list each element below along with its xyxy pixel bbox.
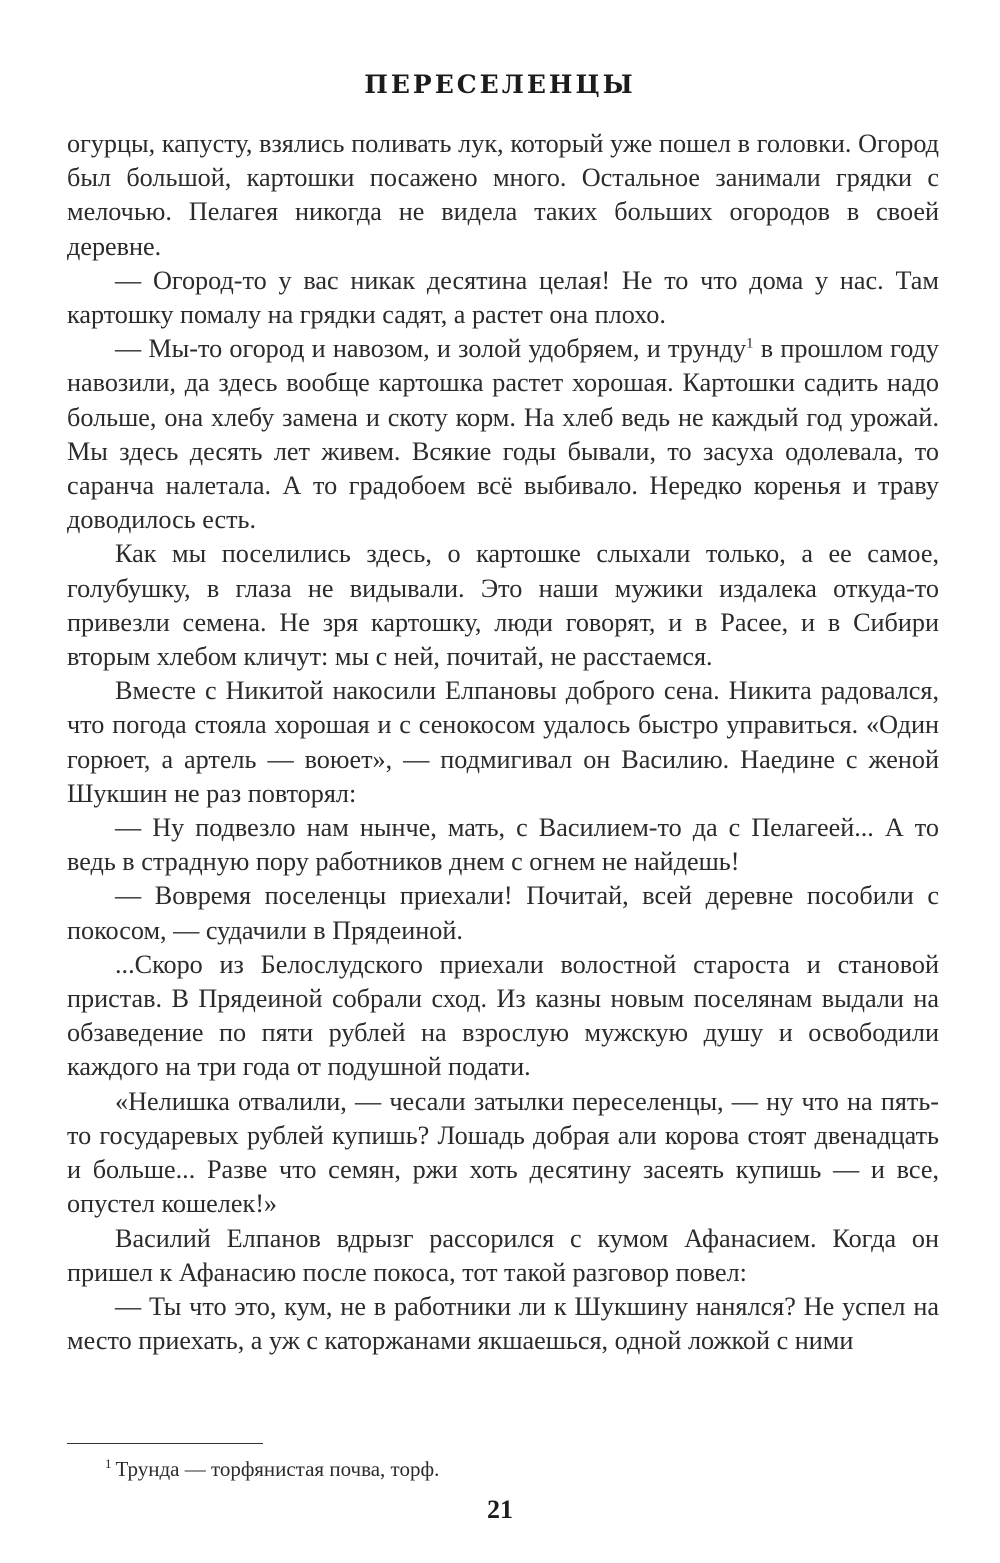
paragraph: — Огород-то у вас никак десятина целая! Не то что дома у нас. Там картошку помалу на грядки садят, а растет она плохо.	[67, 265, 939, 330]
footnote-text: Трунда — торфянистая почва, торф.	[115, 1457, 440, 1481]
paragraph: Василий Елпанов вдрызг рассорился с кумом Афанасием. Когда он пришел к Афанасию после покоса, тот такой разговор повел:	[67, 1223, 939, 1287]
paragraph-text-after-ref: в прошлом году навозили, да здесь вообще картошка растет хорошая. Картошки садить надо больше, она хлебу замена и скоту корм. На хлеб ведь не каждый год урожай. Мы здесь десять лет живем. Всякие годы бывали, то засуха одолевала, то саранча налетала. А то градобоем всё выбивало. Нередко коренья и траву доводилось есть.	[67, 334, 940, 535]
footnote-divider	[67, 1443, 263, 1444]
paragraph-text-before-ref: — Мы-то огород и навозом, и золой удобряем, и трунду	[115, 334, 747, 364]
paragraph: огурцы, капусту, взялись поливать лук, который уже пошел в головки. Огород был большой, картошки посажено много. Остальное занимали грядки с мелочью. Пелагея никогда не видела таких больших огородов в своей деревне.	[67, 129, 939, 261]
paragraph: Как мы поселились здесь, о картошке слыхали только, а ее самое, голубушку, в глаза не видывали. Это наши мужики издалека откуда-то привезли семена. Не зря картошку, люди говорят, и в Расее, и в Сибири вторым хлебом кличут: мы с ней, почитай, не расстаемся.	[67, 539, 939, 672]
paragraph: — Ну подвезло нам нынче, мать, с Василием-то да с Пелагеей... А то ведь в страдную пору работников днем с огнем не найдешь!	[67, 813, 939, 877]
paragraph: — Ты что это, кум, не в работники ли к Шукшину нанялся? Не успел на место приехать, а уж с каторжанами якшаешься, одной ложкой с ними	[67, 1291, 939, 1356]
paragraph: — Вовремя поселенцы приехали! Почитай, всей деревне пособили с покосом, — судачили в Прядеиной.	[67, 881, 939, 945]
footnote-mark: 1	[105, 1456, 112, 1471]
footnote-reference[interactable]: 1	[746, 335, 754, 352]
body-text	[67, 127, 939, 1358]
paragraph-with-footnote	[67, 332, 939, 537]
paragraph: Вместе с Никитой накосили Елпановы доброго сена. Никита радовался, что погода стояла хорошая и с сенокосом удалось быстро управиться. «Один горюет, а артель — воюет», — подмигивал он Василию. Наедине с женой Шукшин не раз повторял:	[67, 676, 939, 808]
page-number: 21	[487, 1495, 513, 1524]
paragraph: «Нелишка отвалили, — чесали затылки переселенцы, — ну что на пять-то государевых рублей купишь? Лошадь добрая али корова стоят двенадцать и больше... Разве что семян, ржи хоть десятину засеять купишь — и все, опустел кошелек!»	[67, 1086, 939, 1219]
footnote	[105, 1456, 439, 1482]
paragraph: ...Скоро из Белослудского приехали волостной староста и становой пристав. В Прядеиной собрали сход. Из казны новым поселянам выдали на обзаведение по пяти рублей на взрослую мужскую душу и освободили каждого на три года от подушной подати.	[67, 949, 939, 1082]
running-title: ПЕРЕСЕЛЕНЦЫ	[364, 70, 636, 99]
